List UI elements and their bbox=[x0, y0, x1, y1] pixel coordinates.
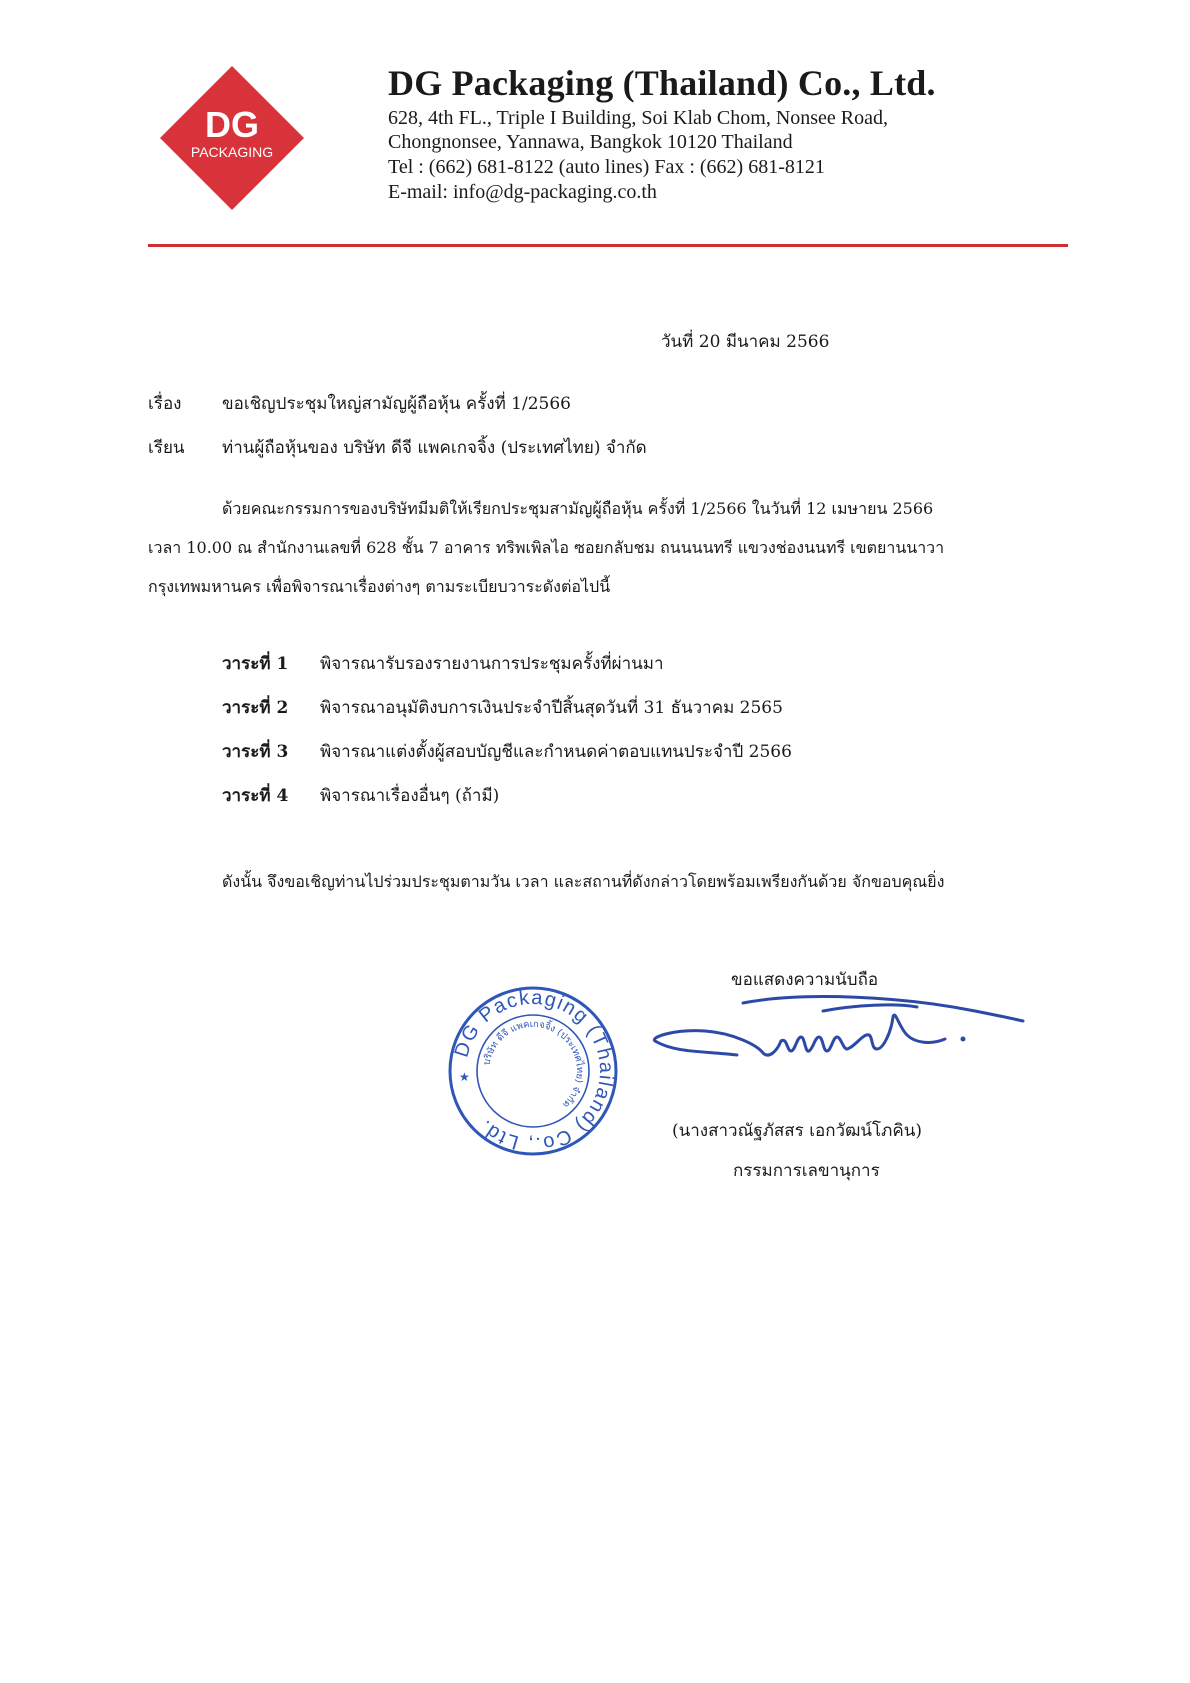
subject-label: เรื่อง bbox=[148, 394, 182, 414]
agenda-number: วาระที่ 1 bbox=[222, 654, 289, 674]
agenda-item: พิจารณาเรื่องอื่นๆ (ถ้ามี) bbox=[320, 786, 500, 806]
recipient-text: ท่านผู้ถือหุ้นของ บริษัท ดีจี แพคเกจจิ้ง (ประเทศไทย) จำกัด bbox=[222, 438, 647, 458]
company-stamp bbox=[447, 985, 619, 1157]
agenda-item: พิจารณาอนุมัติงบการเงินประจำปีสิ้นสุดวันที่ 31 ธันวาคม 2565 bbox=[320, 698, 783, 718]
closing-sentence: ดังนั้น จึงขอเชิญท่านไปร่วมประชุมตามวัน เวลา และสถานที่ดังกล่าวโดยพร้อมเพรียงกันด้วย จักขอบคุณยิ่ง bbox=[222, 872, 945, 891]
stamp-outer-text: DG Packaging (Thailand) Co., Ltd. bbox=[450, 986, 618, 1156]
svg-text:★: ★ bbox=[459, 1070, 470, 1084]
company-name: DG Packaging (Thailand) Co., Ltd. bbox=[388, 63, 936, 103]
regards-text: ขอแสดงความนับถือ bbox=[731, 970, 879, 990]
paragraph-line-2: เวลา 10.00 ณ สำนักงานเลขที่ 628 ชั้น 7 อาคาร ทริพเพิลไอ ซอยกลับชม ถนนนนทรี แขวงช่องนนทรี เขตยานนาวา bbox=[148, 538, 945, 557]
subject-text: ขอเชิญประชุมใหญ่สามัญผู้ถือหุ้น ครั้งที่ 1/2566 bbox=[222, 394, 571, 414]
recipient-label: เรียน bbox=[148, 438, 185, 458]
paragraph-line-1: ด้วยคณะกรรมการของบริษัทมีมติให้เรียกประชุมสามัญผู้ถือหุ้น ครั้งที่ 1/2566 ในวันที่ 12 เมษายน 2566 bbox=[222, 499, 934, 518]
agenda-item: พิจารณาแต่งตั้งผู้สอบบัญชีและกำหนดค่าตอบแทนประจำปี 2566 bbox=[320, 742, 792, 762]
address-line-1: 628, 4th FL., Triple I Building, Soi Klab Chom, Nonsee Road, bbox=[388, 107, 889, 129]
contact-line: Tel : (662) 681-8122 (auto lines) Fax : (662) 681-8121 bbox=[388, 156, 825, 178]
agenda-number: วาระที่ 4 bbox=[222, 786, 289, 806]
address-line-2: Chongnonsee, Yannawa, Bangkok 10120 Thailand bbox=[388, 131, 793, 153]
signer-title: กรรมการเลขานุการ bbox=[733, 1161, 880, 1181]
handwritten-signature bbox=[645, 993, 1055, 1075]
agenda-number: วาระที่ 3 bbox=[222, 742, 289, 762]
signer-name: (นางสาวณัฐภัสสร เอกวัฒน์โภคิน) bbox=[672, 1121, 923, 1141]
dg-packaging-logo bbox=[157, 63, 307, 213]
logo-dg-text: DG bbox=[205, 104, 259, 145]
paragraph-line-3: กรุงเทพมหานคร เพื่อพิจารณาเรื่องต่างๆ ตามระเบียบวาระดังต่อไปนี้ bbox=[148, 577, 611, 596]
logo-packaging-text: PACKAGING bbox=[190, 144, 274, 160]
svg-text:บริษัท ดีจี แพคเกจจิ้ง (ประเทศ bbox=[481, 1019, 585, 1110]
agenda-number: วาระที่ 2 bbox=[222, 698, 289, 718]
email-line: E-mail: info@dg-packaging.co.th bbox=[388, 181, 657, 203]
stamp-inner-text: บริษัท ดีจี แพคเกจจิ้ง (ประเทศไทย) จำกัด bbox=[481, 1018, 586, 1110]
header-divider bbox=[148, 244, 1068, 247]
letter-date: วันที่ 20 มีนาคม 2566 bbox=[661, 332, 830, 352]
agenda-item: พิจารณารับรองรายงานการประชุมครั้งที่ผ่านมา bbox=[320, 654, 664, 674]
